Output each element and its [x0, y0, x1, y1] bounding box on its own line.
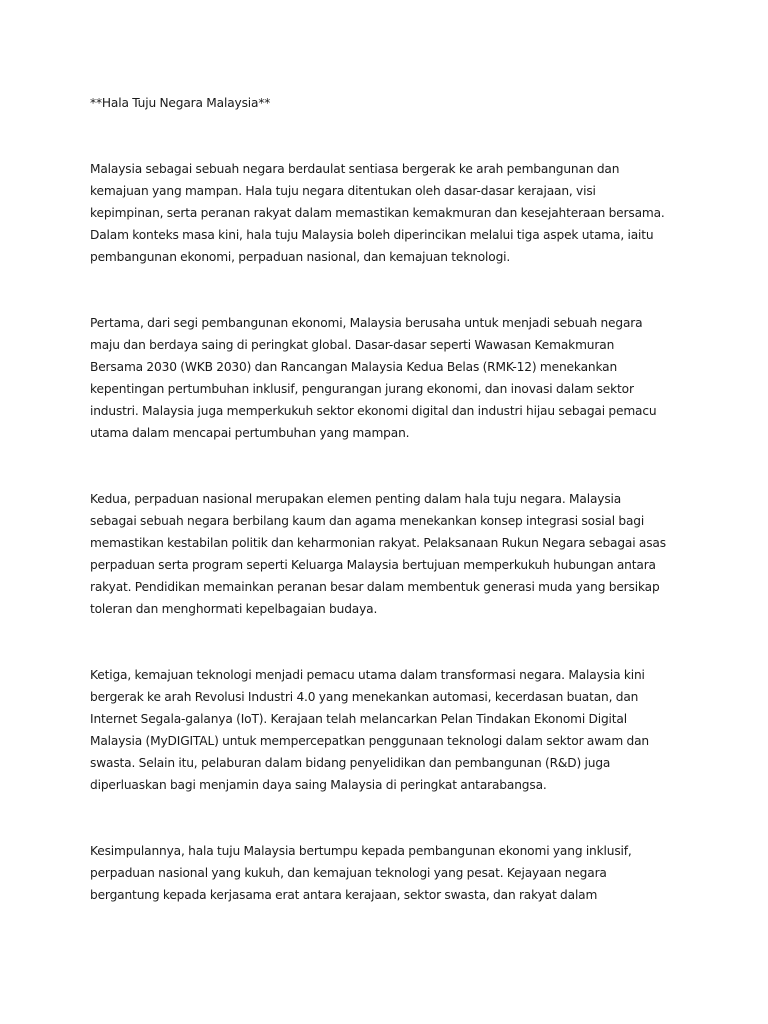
- text-line: kemajuan yang mampan. Hala tuju negara ditentukan oleh dasar-dasar kerajaan, visi: [90, 184, 596, 198]
- text-line: Malaysia (MyDIGITAL) untuk mempercepatkan penggunaan teknologi dalam sektor awam dan: [90, 734, 649, 748]
- paragraph-economy: [90, 312, 690, 444]
- text-line: Pertama, dari segi pembangunan ekonomi, Malaysia berusaha untuk menjadi sebuah negara: [90, 316, 643, 330]
- text-line: Kedua, perpaduan nasional merupakan elemen penting dalam hala tuju negara. Malaysia: [90, 492, 622, 506]
- text-line: sebagai sebuah negara berbilang kaum dan agama menekankan konsep integrasi sosial bagi: [90, 514, 645, 528]
- text-line: toleran dan menghormati kepelbagaian budaya.: [90, 602, 378, 616]
- text-line: memastikan kestabilan politik dan keharmonian rakyat. Pelaksanaan Rukun Negara sebagai asas: [90, 536, 666, 550]
- text-line: maju dan berdaya saing di peringkat global. Dasar-dasar seperti Wawasan Kemakmuran: [90, 338, 615, 352]
- text-line: rakyat. Pendidikan memainkan peranan besar dalam membentuk generasi muda yang bersikap: [90, 580, 660, 594]
- text-line: Bersama 2030 (WKB 2030) dan Rancangan Malaysia Kedua Belas (RMK-12) menekankan: [90, 360, 618, 374]
- text-line: pembangunan ekonomi, perpaduan nasional, dan kemajuan teknologi.: [90, 250, 511, 264]
- document-body: [90, 92, 690, 950]
- text-line: bergerak ke arah Revolusi Industri 4.0 yang menekankan automasi, kecerdasan buatan, dan: [90, 690, 639, 704]
- paragraph-conclusion: [90, 840, 690, 906]
- text-line: industri. Malaysia juga memperkukuh sektor ekonomi digital dan industri hijau sebagai pemacu: [90, 404, 657, 418]
- text-line: Internet Segala-galanya (IoT). Kerajaan telah melancarkan Pelan Tindakan Ekonomi Digital: [90, 712, 627, 726]
- text-line: kepentingan pertumbuhan inklusif, pengurangan jurang ekonomi, dan inovasi dalam sektor: [90, 382, 634, 396]
- paragraph-introduction: [90, 158, 690, 268]
- text-line: bergantung kepada kerjasama erat antara kerajaan, sektor swasta, dan rakyat dalam: [90, 888, 598, 902]
- document-heading: **Hala Tuju Negara Malaysia**: [90, 96, 271, 110]
- text-line: diperluaskan bagi menjamin daya saing Malaysia di peringkat antarabangsa.: [90, 778, 547, 792]
- text-line: utama dalam mencapai pertumbuhan yang mampan.: [90, 426, 410, 440]
- text-line: Ketiga, kemajuan teknologi menjadi pemacu utama dalam transformasi negara. Malaysia kini: [90, 668, 645, 682]
- paragraph-unity: [90, 488, 690, 620]
- text-line: swasta. Selain itu, pelaburan dalam bidang penyelidikan dan pembangunan (R&D) juga: [90, 756, 611, 770]
- text-line: Dalam konteks masa kini, hala tuju Malaysia boleh diperincikan melalui tiga aspek utama, iaitu: [90, 228, 654, 242]
- text-line: kepimpinan, serta peranan rakyat dalam memastikan kemakmuran dan kesejahteraan bersama.: [90, 206, 665, 220]
- paragraph-technology: [90, 664, 690, 796]
- text-line: Malaysia sebagai sebuah negara berdaulat sentiasa bergerak ke arah pembangunan dan: [90, 162, 620, 176]
- text-line: Kesimpulannya, hala tuju Malaysia bertumpu kepada pembangunan ekonomi yang inklusif,: [90, 844, 632, 858]
- text-line: perpaduan nasional yang kukuh, dan kemajuan teknologi yang pesat. Kejayaan negara: [90, 866, 607, 880]
- text-line: perpaduan serta program seperti Keluarga Malaysia bertujuan memperkukuh hubungan antara: [90, 558, 656, 572]
